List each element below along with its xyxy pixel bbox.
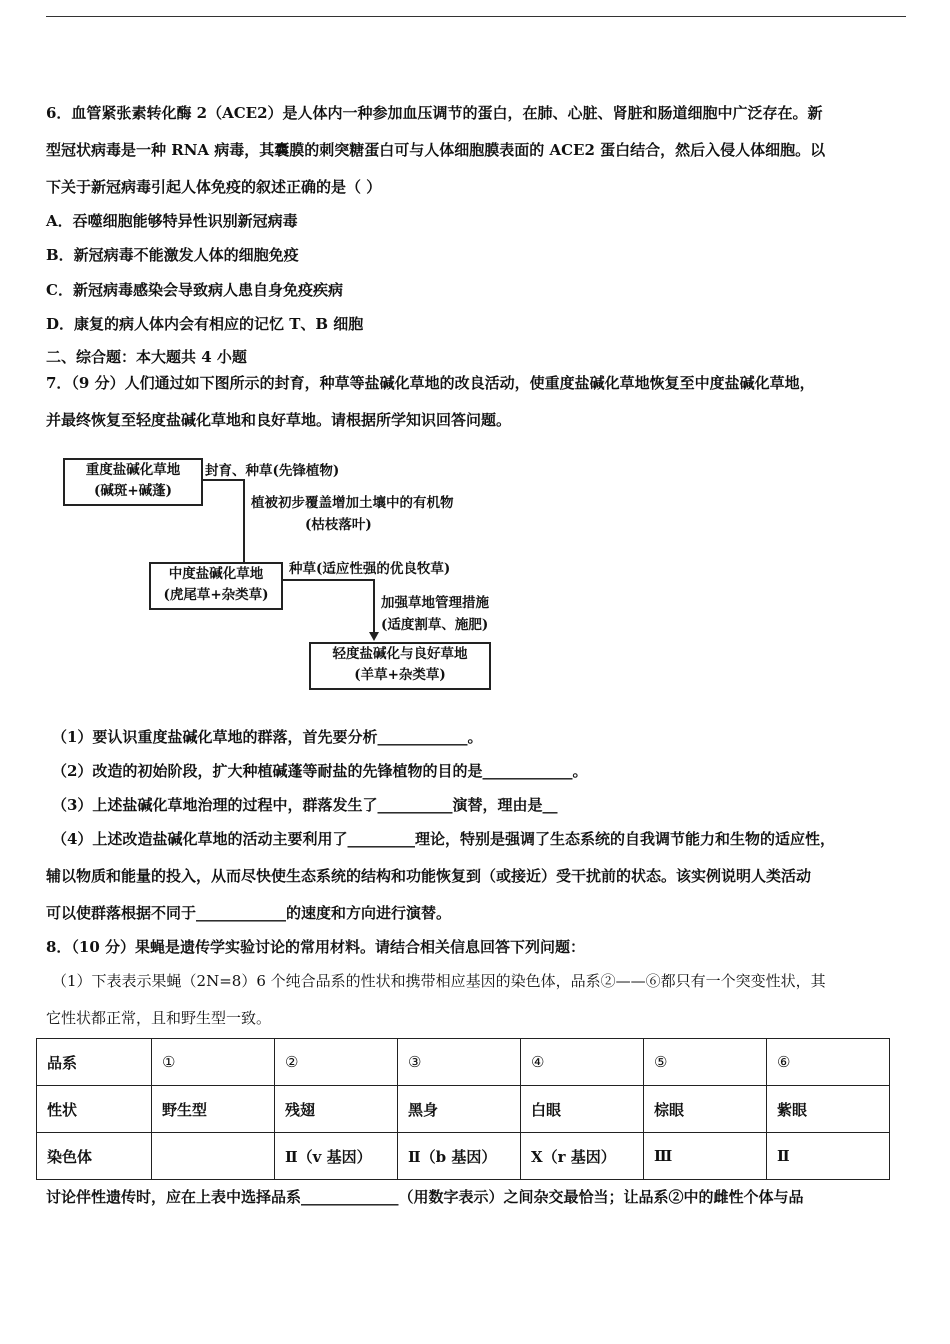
section-heading: 二、综合题：本大题共 4 小题	[46, 348, 247, 366]
table-cell: Ⅱ（v 基因）	[275, 1133, 398, 1180]
q8-sub1-question: 讨论伴性遗传时，应在上表中选择品系_____________（用数字表示）之间杂交最恰当；让品系②中的雌性个体与品	[46, 1188, 804, 1206]
table-row	[37, 1133, 890, 1180]
q7-sub2: （2）改造的初始阶段，扩大种植碱蓬等耐盐的先锋植物的目的是____________。	[52, 762, 588, 780]
q6-stem-line3: 下关于新冠病毒引起人体免疫的叙述正确的是（ ）	[46, 178, 382, 196]
diagram-box-severe	[63, 458, 203, 506]
table-row	[37, 1039, 890, 1086]
table-cell: X（r 基因）	[521, 1133, 644, 1180]
table-cell: Ⅱ（b 基因）	[398, 1133, 521, 1180]
table-cell: Ⅲ	[644, 1133, 767, 1180]
q8-sub1-line2: 它性状都正常，且和野生型一致。	[46, 1009, 272, 1027]
diagram-label-management: 加强草地管理措施	[381, 595, 489, 611]
diagram-label-fencing: 封育、种草(先锋植物)	[205, 463, 340, 479]
header-rule	[46, 16, 906, 17]
table-cell: ⑤	[644, 1039, 767, 1086]
q6-stem-line1: 6．血管紧张素转化酶 2（ACE2）是人体内一种参加血压调节的蛋白，在肺、心脏、肾脏和肠道细胞中广泛存在。新	[46, 104, 823, 122]
q7-sub1: （1）要认识重度盐碱化草地的群落，首先要分析____________。	[52, 728, 483, 746]
diagram-arrowhead-2	[369, 632, 379, 641]
table-cell: ⑥	[767, 1039, 890, 1086]
diagram-label-vegetation: 植被初步覆盖增加土壤中的有机物	[251, 495, 454, 511]
diagram-box-mild-species: (羊草+杂类草)	[354, 667, 446, 683]
q6-option-a: A．吞噬细胞能够特异性识别新冠病毒	[46, 212, 298, 230]
q7-sub3: （3）上述盐碱化草地治理的过程中，群落发生了__________演替，理由是__	[52, 796, 558, 814]
table-cell: 紫眼	[767, 1086, 890, 1133]
diagram-label-litter: (枯枝落叶)	[305, 517, 372, 533]
q6-option-d: D．康复的病人体内会有相应的记忆 T、B 细胞	[46, 315, 364, 333]
q7-stem-line2: 并最终恢复至轻度盐碱化草地和良好草地。请根据所学知识回答问题。	[46, 411, 512, 429]
q6-option-b: B．新冠病毒不能激发人体的细胞免疫	[46, 246, 299, 264]
diagram-box-moderate-species: (虎尾草+杂类草)	[163, 587, 269, 603]
table-cell: 野生型	[152, 1086, 275, 1133]
q7-sub4-line1: （4）上述改造盐碱化草地的活动主要利用了_________理论，特别是强调了生态系统的自我调节能力和生物的适应性，	[52, 830, 835, 848]
diagram-box-mild	[309, 642, 491, 690]
table-cell: 棕眼	[644, 1086, 767, 1133]
diagram-label-planting: 种草(适应性强的优良牧草)	[289, 561, 451, 577]
table-cell: 染色体	[37, 1133, 152, 1180]
table-cell: ③	[398, 1039, 521, 1086]
q8-stem: 8．（10 分）果蝇是遗传学实验讨论的常用材料。请结合相关信息回答下列问题：	[46, 938, 586, 956]
diagram-connector	[281, 579, 373, 581]
table-cell: 性状	[37, 1086, 152, 1133]
table-cell: ①	[152, 1039, 275, 1086]
q6-option-c: C．新冠病毒感染会导致病人患自身免疫疾病	[46, 281, 343, 299]
q7-sub4-line3: 可以使群落根据不同于____________的速度和方向进行演替。	[46, 904, 452, 922]
table-cell: 品系	[37, 1039, 152, 1086]
q8-sub1-line1: （1）下表表示果蝇（2N=8）6 个纯合品系的性状和携带相应基因的染色体，品系②——⑥都只有一个突变性状，其	[52, 972, 826, 990]
diagram-box-mild-title: 轻度盐碱化与良好草地	[332, 646, 468, 662]
diagram-box-moderate	[149, 562, 283, 610]
table-cell: 黑身	[398, 1086, 521, 1133]
diagram-label-mowing: (适度割草、施肥)	[381, 617, 489, 633]
table-cell	[152, 1133, 275, 1180]
table-cell: ④	[521, 1039, 644, 1086]
diagram-arrow-1	[243, 479, 245, 575]
q7-sub4-line2: 辅以物质和能量的投入，从而尽快使生态系统的结构和功能恢复到（或接近）受干扰前的状态。该实例说明人类活动	[46, 867, 812, 885]
grassland-restoration-diagram	[47, 444, 517, 706]
fruitfly-strain-table	[36, 1038, 890, 1180]
table-cell: 残翅	[275, 1086, 398, 1133]
table-cell: Ⅱ	[767, 1133, 890, 1180]
diagram-box-severe-title: 重度盐碱化草地	[85, 462, 181, 478]
table-cell: 白眼	[521, 1086, 644, 1133]
table-row	[37, 1086, 890, 1133]
diagram-box-severe-species: (碱斑+碱蓬)	[93, 483, 173, 499]
q6-stem-line2: 型冠状病毒是一种 RNA 病毒，其囊膜的刺突糖蛋白可与人体细胞膜表面的 ACE2 蛋白结合，然后入侵人体细胞。以	[46, 141, 826, 159]
q7-stem-line1: 7．（9 分）人们通过如下图所示的封育，种草等盐碱化草地的改良活动，使重度盐碱化草地恢复至中度盐碱化草地，	[46, 374, 815, 392]
diagram-box-moderate-title: 中度盐碱化草地	[168, 566, 264, 582]
table-cell: ②	[275, 1039, 398, 1086]
diagram-arrow-2	[373, 579, 375, 635]
